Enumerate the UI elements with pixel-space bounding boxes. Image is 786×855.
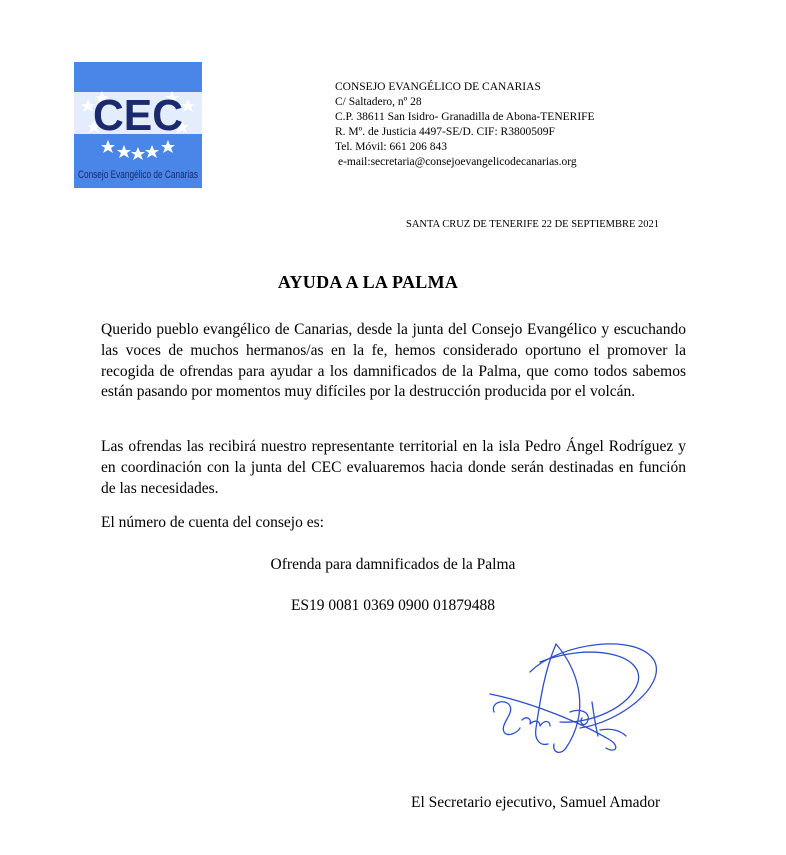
offering-label: Ofrenda para damnificados de la Palma [270,556,516,573]
logo-name: Consejo Evangélico de Canarias [78,169,199,181]
svg-text:Samuel: Samuel [530,709,629,739]
organization-name: CONSEJO EVANGÉLICO DE CANARIAS [335,81,541,93]
body-paragraph-3: El número de cuenta del consejo es: [101,514,324,531]
handwritten-signature [470,632,670,762]
body-paragraph-1: Querido pueblo evangélico de Canarias, desde la junta del Consejo Evangélico y escuchando las voces de muchos hermanos/as en la fe, hemos considerado oportuno el promover la recogida de ofrendas para ayudar a los damnificados de la Palma, que como todos sabemos están pasando por momentos muy difíciles por la destrucción producida por el volcán. [101,321,686,401]
letter-date: SANTA CRUZ DE TENERIFE 22 DE SEPTIEMBRE 2021 [406,219,660,230]
cec-logo [74,62,202,188]
logo-acronym: CEC [93,91,183,140]
organization-email: e-mail:secretaria@consejoevangelicodecanarias.org [338,156,577,168]
letter-title: AYUDA A LA PALMA [277,272,459,292]
organization-registry: R. Mº. de Justicia 4497-SE/D. CIF: R3800509F [335,126,555,138]
organization-header [335,80,595,170]
organization-postal: C.P. 38611 San Isidro- Granadilla de Abona-TENERIFE [335,111,595,123]
organization-phone: Tel. Móvil: 661 206 843 [335,141,447,153]
body-paragraph-2: Las ofrendas las recibirá nuestro representante territorial en la isla Pedro Ángel Rodríguez y en coordinación con la junta del CEC evaluaremos hacia donde serán destinadas en función de las necesidades. [101,438,686,497]
signer-name: El Secretario ejecutivo, Samuel Amador [411,794,661,811]
organization-address: C/ Saltadero, nº 28 [335,96,422,108]
account-number: ES19 0081 0369 0900 01879488 [290,597,496,614]
